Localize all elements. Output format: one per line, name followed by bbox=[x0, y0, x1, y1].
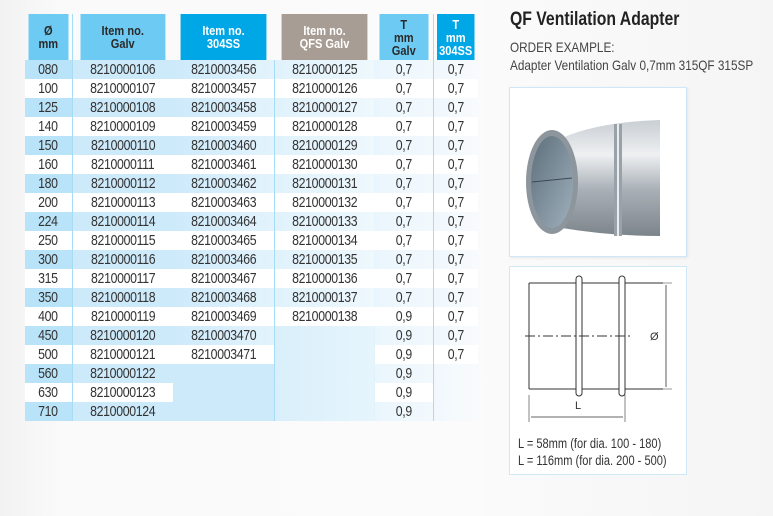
table-row bbox=[25, 250, 478, 269]
thickness-304ss-cell bbox=[433, 383, 478, 402]
thickness-galv-cell: 0,7 bbox=[375, 231, 433, 250]
thickness-304ss-cell bbox=[433, 364, 478, 383]
table-row bbox=[25, 174, 478, 193]
thickness-304ss-cell: 0,7 bbox=[433, 345, 478, 364]
diameter-cell: 400 bbox=[25, 307, 72, 326]
thickness-galv-cell: 0,7 bbox=[375, 269, 433, 288]
item-galv-cell: 8210000119 bbox=[72, 307, 173, 326]
item-galv-cell: 8210000114 bbox=[72, 212, 173, 231]
diameter-cell: 080 bbox=[25, 60, 72, 79]
length-note-1: L = 58mm (for dia. 100 - 180) bbox=[518, 436, 662, 451]
item-galv-cell: 8210000112 bbox=[72, 174, 173, 193]
thickness-galv-cell: 0,7 bbox=[375, 193, 433, 212]
item-304ss-cell: 8210003469 bbox=[173, 307, 274, 326]
diameter-cell: 180 bbox=[25, 174, 72, 193]
thickness-304ss-cell: 0,7 bbox=[433, 212, 478, 231]
diameter-label: Ø bbox=[650, 331, 659, 343]
spec-table bbox=[25, 14, 478, 421]
item-304ss-cell: 8210003460 bbox=[173, 136, 274, 155]
thickness-304ss-cell: 0,7 bbox=[433, 193, 478, 212]
item-304ss-cell: 8210003471 bbox=[173, 345, 274, 364]
length-note-2: L = 116mm (for dia. 200 - 500) bbox=[518, 453, 667, 468]
item-qfs-galv-cell: 8210000133 bbox=[274, 212, 375, 231]
header-thickness-galv: T mm Galv bbox=[379, 14, 428, 60]
item-galv-cell: 8210000118 bbox=[72, 288, 173, 307]
item-304ss-cell: 8210003468 bbox=[173, 288, 274, 307]
thickness-galv-cell: 0,7 bbox=[375, 155, 433, 174]
table-row bbox=[25, 383, 478, 402]
dimension-drawing bbox=[509, 266, 687, 475]
diameter-cell: 630 bbox=[25, 383, 72, 402]
thickness-galv-cell: 0,7 bbox=[375, 79, 433, 98]
item-304ss-cell: 8210003464 bbox=[173, 212, 274, 231]
thickness-galv-cell: 0,7 bbox=[375, 117, 433, 136]
diameter-cell: 450 bbox=[25, 326, 72, 345]
thickness-galv-cell: 0,9 bbox=[375, 383, 433, 402]
diameter-cell: 125 bbox=[25, 98, 72, 117]
thickness-304ss-cell: 0,7 bbox=[433, 60, 478, 79]
thickness-304ss-cell: 0,7 bbox=[433, 174, 478, 193]
order-example-label: ORDER EXAMPLE: bbox=[510, 39, 615, 55]
item-304ss-cell: 8210003465 bbox=[173, 231, 274, 250]
item-galv-cell: 8210000117 bbox=[72, 269, 173, 288]
order-example-text: Adapter Ventilation Galv 0,7mm 315QF 315SP bbox=[510, 57, 754, 73]
adapter-drawing-icon bbox=[510, 267, 686, 427]
item-galv-cell: 8210000108 bbox=[72, 98, 173, 117]
item-qfs-galv-cell: 8210000125 bbox=[274, 60, 375, 79]
table-row bbox=[25, 364, 478, 383]
thickness-galv-cell: 0,9 bbox=[375, 345, 433, 364]
thickness-galv-cell: 0,7 bbox=[375, 288, 433, 307]
thickness-galv-cell: 0,7 bbox=[375, 60, 433, 79]
thickness-galv-cell: 0,7 bbox=[375, 250, 433, 269]
item-304ss-cell: 8210003456 bbox=[173, 60, 274, 79]
diameter-cell: 150 bbox=[25, 136, 72, 155]
item-galv-cell: 8210000121 bbox=[72, 345, 173, 364]
table-header-row bbox=[25, 14, 478, 60]
thickness-304ss-cell: 0,7 bbox=[433, 98, 478, 117]
item-qfs-galv-cell: 8210000129 bbox=[274, 136, 375, 155]
item-qfs-galv-cell: 8210000136 bbox=[274, 269, 375, 288]
header-item-qfs-galv: Item no. QFS Galv bbox=[282, 14, 368, 60]
adapter-photo-icon bbox=[510, 88, 686, 256]
diameter-cell: 315 bbox=[25, 269, 72, 288]
table-row bbox=[25, 307, 478, 326]
thickness-galv-cell: 0,7 bbox=[375, 136, 433, 155]
item-galv-cell: 8210000123 bbox=[72, 383, 173, 402]
diameter-cell: 160 bbox=[25, 155, 72, 174]
table-row bbox=[25, 79, 478, 98]
item-304ss-cell: 8210003462 bbox=[173, 174, 274, 193]
item-galv-cell: 8210000111 bbox=[72, 155, 173, 174]
diameter-cell: 300 bbox=[25, 250, 72, 269]
thickness-304ss-cell: 0,7 bbox=[433, 117, 478, 136]
item-galv-cell: 8210000116 bbox=[72, 250, 173, 269]
item-galv-cell: 8210000115 bbox=[72, 231, 173, 250]
thickness-galv-cell: 0,9 bbox=[375, 402, 433, 421]
diameter-cell: 710 bbox=[25, 402, 72, 421]
item-qfs-galv-cell: 8210000135 bbox=[274, 250, 375, 269]
diameter-cell: 350 bbox=[25, 288, 72, 307]
item-304ss-cell bbox=[173, 383, 274, 402]
table-row bbox=[25, 155, 478, 174]
item-qfs-galv-cell: 8210000138 bbox=[274, 307, 375, 326]
item-304ss-cell: 8210003466 bbox=[173, 250, 274, 269]
header-diameter: Ø mm bbox=[29, 14, 69, 60]
item-qfs-galv-cell bbox=[274, 326, 375, 345]
diameter-cell: 560 bbox=[25, 364, 72, 383]
diameter-cell: 224 bbox=[25, 212, 72, 231]
item-304ss-cell bbox=[173, 402, 274, 421]
header-item-304ss: Item no. 304SS bbox=[181, 14, 267, 60]
thickness-galv-cell: 0,7 bbox=[375, 174, 433, 193]
item-galv-cell: 8210000110 bbox=[72, 136, 173, 155]
table-row bbox=[25, 231, 478, 250]
item-qfs-galv-cell: 8210000131 bbox=[274, 174, 375, 193]
item-galv-cell: 8210000106 bbox=[72, 60, 173, 79]
item-304ss-cell bbox=[173, 364, 274, 383]
item-galv-cell: 8210000113 bbox=[72, 193, 173, 212]
table-row bbox=[25, 117, 478, 136]
product-photo bbox=[509, 87, 687, 257]
header-thickness-304ss: T mm 304SS bbox=[436, 14, 474, 60]
diameter-cell: 500 bbox=[25, 345, 72, 364]
item-304ss-cell: 8210003459 bbox=[173, 117, 274, 136]
thickness-304ss-cell: 0,7 bbox=[433, 136, 478, 155]
product-title: QF Ventilation Adapter bbox=[510, 9, 680, 30]
table-row bbox=[25, 269, 478, 288]
thickness-galv-cell: 0,7 bbox=[375, 212, 433, 231]
table-row bbox=[25, 288, 478, 307]
item-qfs-galv-cell: 8210000127 bbox=[274, 98, 375, 117]
item-qfs-galv-cell: 8210000126 bbox=[274, 79, 375, 98]
length-label: L bbox=[575, 400, 582, 412]
table-row bbox=[25, 136, 478, 155]
thickness-galv-cell: 0,9 bbox=[375, 307, 433, 326]
item-qfs-galv-cell: 8210000132 bbox=[274, 193, 375, 212]
thickness-304ss-cell: 0,7 bbox=[433, 288, 478, 307]
diameter-cell: 100 bbox=[25, 79, 72, 98]
diameter-cell: 140 bbox=[25, 117, 72, 136]
item-galv-cell: 8210000122 bbox=[72, 364, 173, 383]
thickness-304ss-cell: 0,7 bbox=[433, 231, 478, 250]
item-qfs-galv-cell bbox=[274, 364, 375, 383]
item-304ss-cell: 8210003470 bbox=[173, 326, 274, 345]
header-item-galv: Item no. Galv bbox=[80, 14, 166, 60]
item-qfs-galv-cell: 8210000137 bbox=[274, 288, 375, 307]
table-row bbox=[25, 212, 478, 231]
table-row bbox=[25, 193, 478, 212]
item-galv-cell: 8210000107 bbox=[72, 79, 173, 98]
thickness-304ss-cell: 0,7 bbox=[433, 307, 478, 326]
table-row bbox=[25, 402, 478, 421]
item-qfs-galv-cell bbox=[274, 345, 375, 364]
thickness-galv-cell: 0,7 bbox=[375, 98, 433, 117]
table-row bbox=[25, 326, 478, 345]
thickness-304ss-cell: 0,7 bbox=[433, 155, 478, 174]
thickness-304ss-cell: 0,7 bbox=[433, 326, 478, 345]
item-qfs-galv-cell: 8210000130 bbox=[274, 155, 375, 174]
table-row bbox=[25, 98, 478, 117]
diameter-cell: 250 bbox=[25, 231, 72, 250]
table-row bbox=[25, 345, 478, 364]
item-qfs-galv-cell: 8210000134 bbox=[274, 231, 375, 250]
item-qfs-galv-cell: 8210000128 bbox=[274, 117, 375, 136]
thickness-galv-cell: 0,9 bbox=[375, 326, 433, 345]
thickness-304ss-cell bbox=[433, 402, 478, 421]
item-304ss-cell: 8210003458 bbox=[173, 98, 274, 117]
item-qfs-galv-cell bbox=[274, 402, 375, 421]
item-304ss-cell: 8210003457 bbox=[173, 79, 274, 98]
item-qfs-galv-cell bbox=[274, 383, 375, 402]
diameter-cell: 200 bbox=[25, 193, 72, 212]
item-304ss-cell: 8210003461 bbox=[173, 155, 274, 174]
table-row bbox=[25, 60, 478, 79]
thickness-304ss-cell: 0,7 bbox=[433, 269, 478, 288]
item-304ss-cell: 8210003467 bbox=[173, 269, 274, 288]
thickness-304ss-cell: 0,7 bbox=[433, 250, 478, 269]
item-304ss-cell: 8210003463 bbox=[173, 193, 274, 212]
item-galv-cell: 8210000120 bbox=[72, 326, 173, 345]
thickness-304ss-cell: 0,7 bbox=[433, 79, 478, 98]
item-galv-cell: 8210000124 bbox=[72, 402, 173, 421]
item-galv-cell: 8210000109 bbox=[72, 117, 173, 136]
thickness-galv-cell: 0,9 bbox=[375, 364, 433, 383]
